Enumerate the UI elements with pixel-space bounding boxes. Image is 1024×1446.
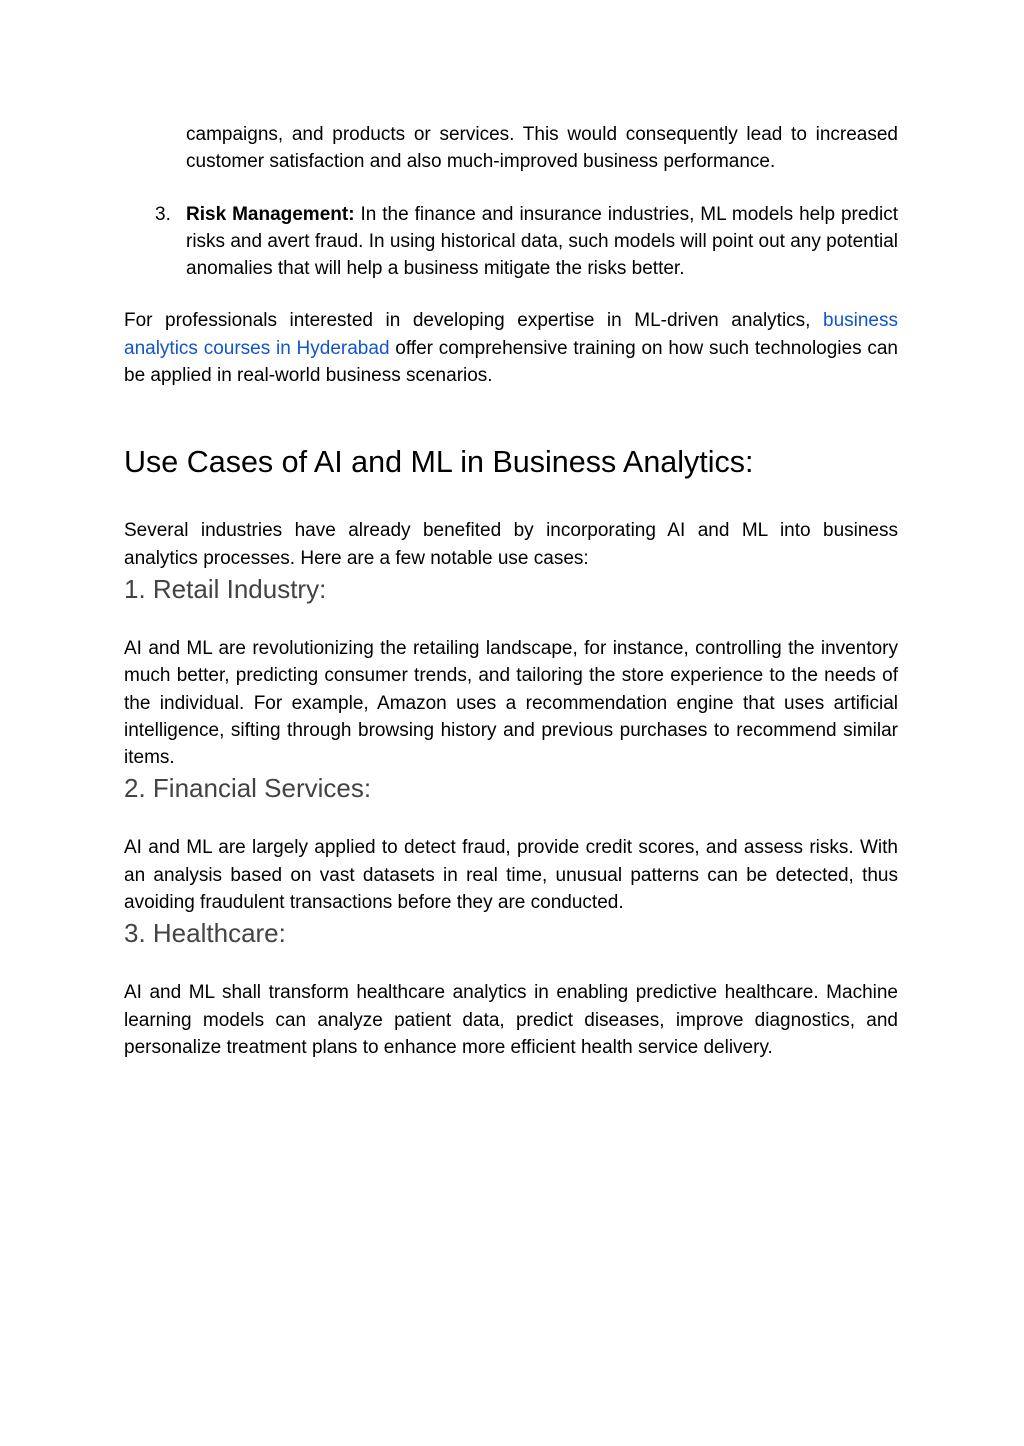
paragraph-text-after-link: offer comprehensive training on how such technologies can be applied in real-world business scenarios. — [124, 337, 898, 387]
professionals-paragraph — [124, 307, 898, 389]
use-cases-heading: Use Cases of AI and ML in Business Analytics: — [124, 445, 754, 480]
list-item-text — [186, 201, 898, 283]
list-number: 3. — [155, 203, 171, 225]
retail-heading: 1. Retail Industry: — [124, 573, 327, 604]
healthcare-heading: 3. Healthcare: — [124, 918, 286, 949]
list-item-body: In the finance and insurance industries, ML models help predict risks and avert fraud. In using historical data, such models will point out any potential anomalies that will help a business mitigate the risks better. — [186, 203, 898, 280]
financial-paragraph: AI and ML are largely applied to detect fraud, provide credit scores, and assess risks. With an analysis based on vast datasets in real time, unusual patterns can be detected, thus avoiding fraudulent transactions before they are conducted. — [124, 837, 898, 914]
retail-paragraph: AI and ML are revolutionizing the retailing landscape, for instance, controlling the inventory much better, predicting consumer trends, and tailoring the store experience to the needs of the individual. For example, Amazon uses a recommendation engine that uses artificial intelligence, sifting through browsing history and previous purchases to recommend similar items. — [124, 637, 898, 769]
list-item-lead: Risk Management: — [186, 203, 355, 225]
document-page — [124, 121, 898, 1061]
paragraph-text-before-link: For professionals interested in developing expertise in ML-driven analytics, — [124, 310, 823, 332]
list-item-risk-management — [124, 201, 898, 283]
use-cases-intro: Several industries have already benefited by incorporating AI and ML into business analytics processes. Here are a few notable use cases: — [124, 520, 898, 569]
list-item-continuation: campaigns, and products or services. This would consequently lead to increased customer satisfaction and also much-improved business performance. — [186, 124, 898, 173]
financial-heading: 2. Financial Services: — [124, 773, 372, 804]
business-analytics-courses-link[interactable]: business analytics courses in Hyderabad — [124, 310, 898, 359]
healthcare-paragraph: AI and ML shall transform healthcare analytics in enabling predictive healthcare. Machine learning models can analyze patient data, predict diseases, improve diagnostics, and personalize treatment plans to enhance more efficient health service delivery. — [124, 982, 898, 1058]
